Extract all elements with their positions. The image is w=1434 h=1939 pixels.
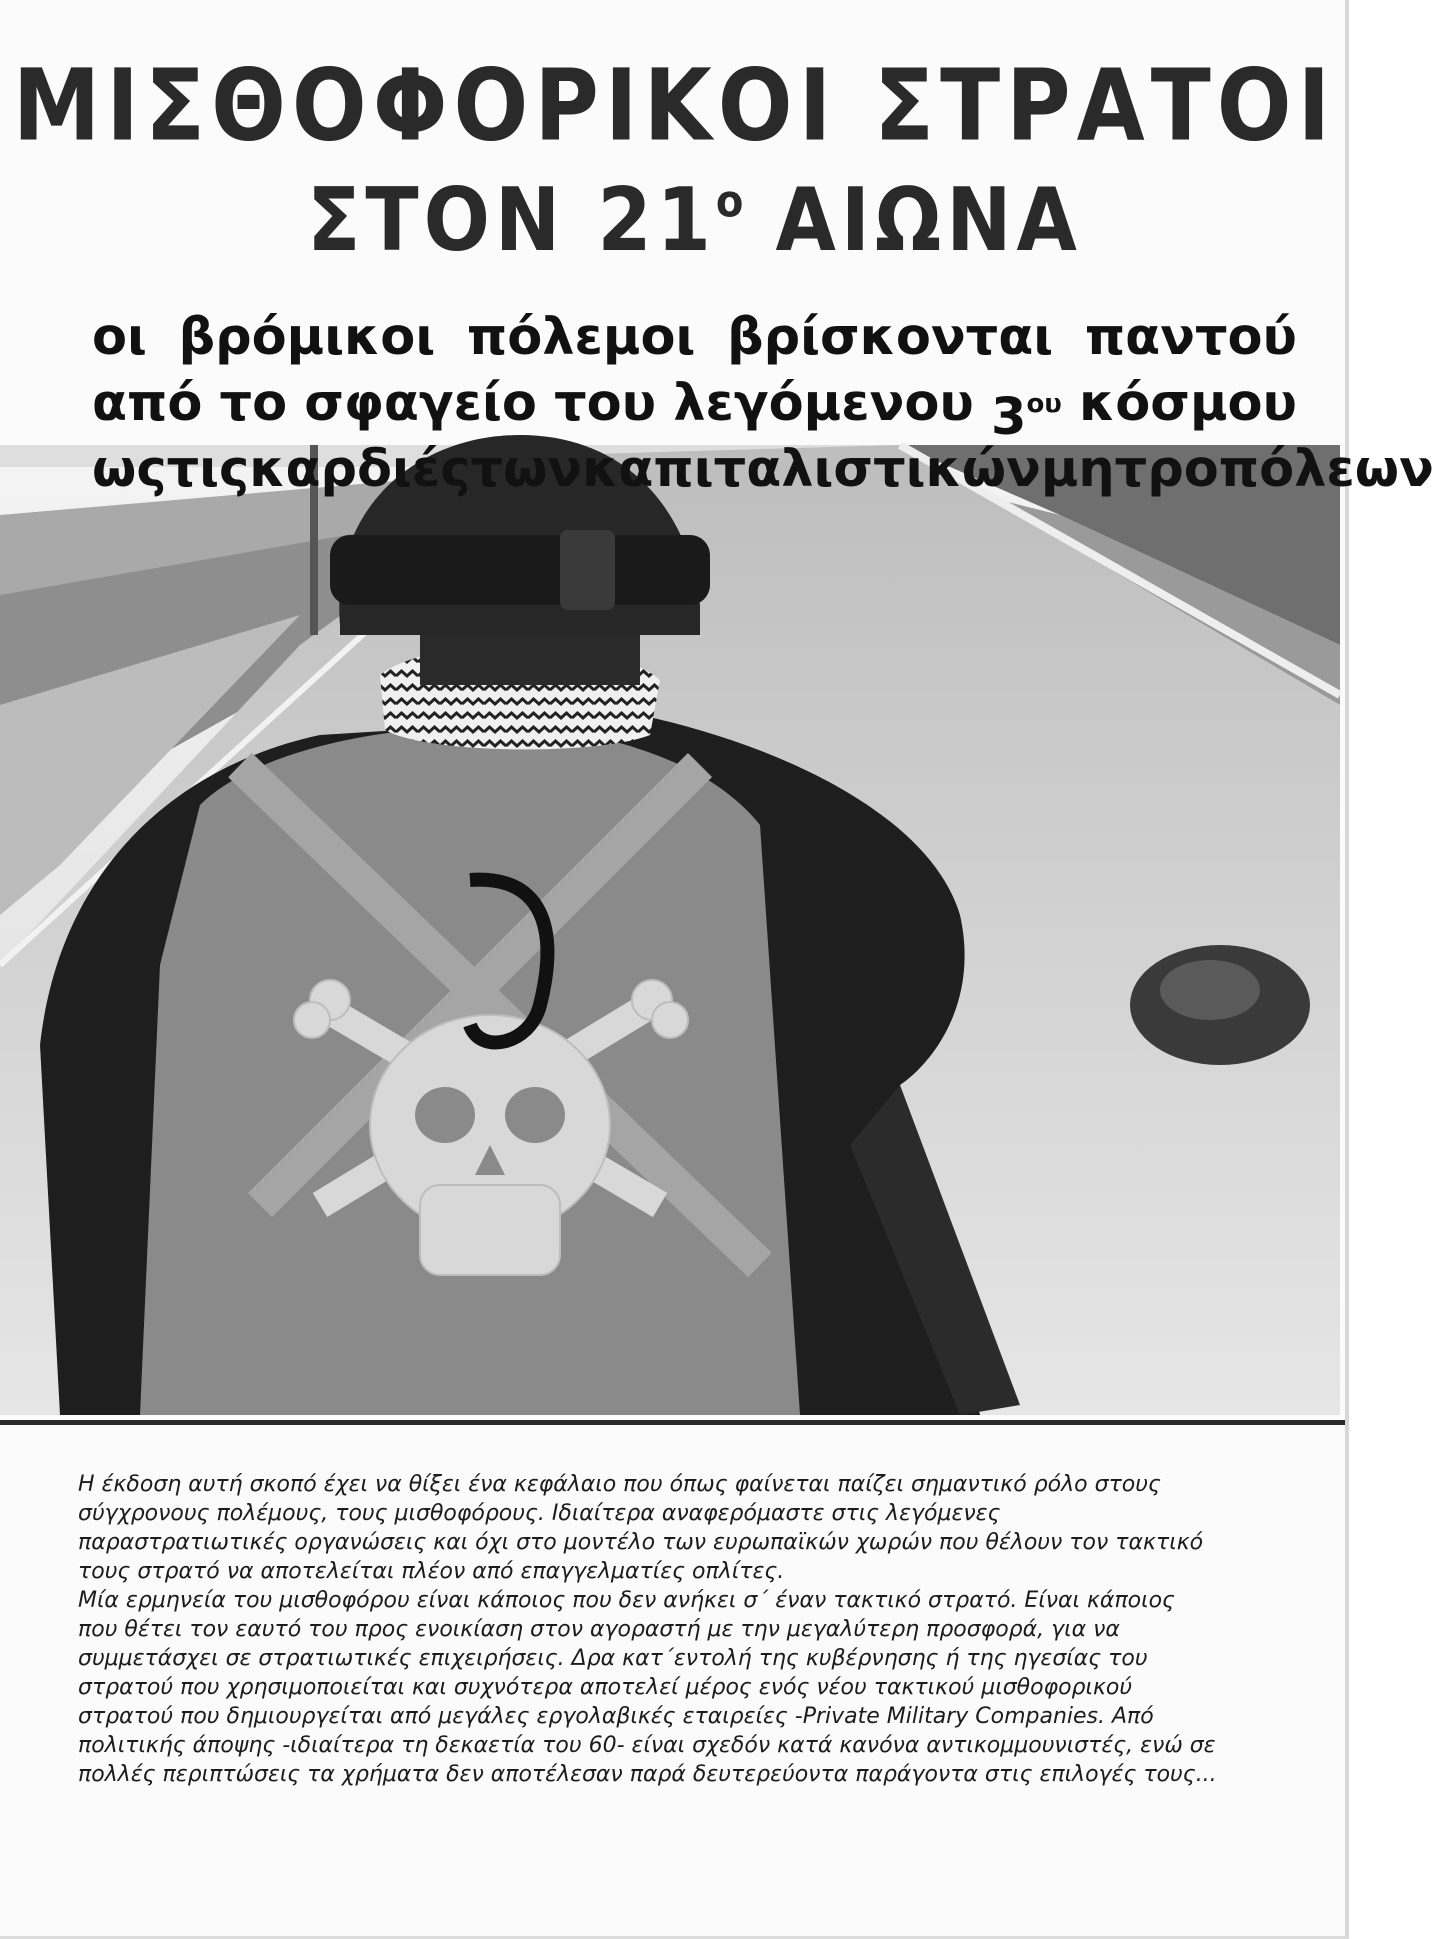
subtitle-word: βρόμικοι	[178, 308, 436, 367]
headline: ΜΙΣΘΟΦΟΡΙΚΟΙ ΣΤΡΑΤΟΙ	[12, 47, 1337, 164]
body-line: πολλές περιπτώσεις τα χρήματα δεν αποτέλεσαν παρά δευτερεύοντα παράγοντα στις επιλογές τους...	[78, 1762, 1217, 1787]
subtitle-word: 3	[990, 388, 1027, 447]
subtitle-word: πόλεμοι	[466, 308, 696, 367]
body-line: συμμετάσχει σε στρατιωτικές επιχειρήσεις. Δρα κατ΄εντολή της κυβέρνησης ή της ηγεσίας του	[78, 1646, 1148, 1671]
subtitle-line-1	[92, 305, 1297, 371]
headline-subline-sup: ο	[715, 176, 744, 228]
subtitle-word: τις	[166, 440, 250, 499]
soldier-photo	[0, 445, 1340, 1415]
subtitle-word: του	[554, 374, 657, 433]
subtitle	[92, 305, 1434, 503]
body-line: Η έκδοση αυτή σκοπό έχει να θίξει ένα κεφάλαιο που όπως φαίνεται παίζει σημαντικό ρόλο στους	[78, 1472, 1161, 1497]
body-line: που θέτει τον εαυτό του προς ενοικίαση στον αγοραστή με την μεγαλύτερη προσφορά, για να	[78, 1617, 1120, 1642]
headline-subline	[0, 170, 1349, 272]
subtitle-word: παντού	[1084, 308, 1297, 367]
body-line: παραστρατιωτικές οργανώσεις και όχι στο μοντέλο των ευρωπαϊκών χωρών που θέλουν τον τακτικό	[78, 1530, 1204, 1555]
subtitle-word: οι	[92, 308, 147, 367]
body-line: τους στρατό να αποτελείται πλέον από επαγγελματίες οπλίτες.	[78, 1559, 785, 1584]
subtitle-line-3	[92, 437, 1434, 503]
subtitle-word: λεγόμενου	[673, 374, 974, 433]
headline-subline-main: ΣΤΟΝ 21	[307, 170, 716, 272]
subtitle-line-2	[92, 371, 1297, 447]
body-line: σύγχρονους πολέμους, τους μισθοφόρους. Ιδιαίτερα αναφερόμαστε στις λεγόμενες	[78, 1501, 1001, 1526]
body-line: στρατού που δημιουργείται από μεγάλες εργολαβικές εταιρείες -Private Military Companies. Από	[78, 1704, 1154, 1729]
subtitle-word: μητροπόλεων	[1040, 440, 1434, 499]
subtitle-word: βρίσκονται	[727, 308, 1054, 367]
subtitle-ordinal	[990, 371, 1062, 447]
headline-subline-end: ΑΙΩΝΑ	[743, 170, 1082, 272]
body-line: στρατού που χρησιμοποιείται και συχνότερα αποτελεί μέρος ενός νέου τακτικού μισθοφορικού	[78, 1675, 1133, 1700]
subtitle-word: το	[219, 374, 288, 433]
subtitle-word: των	[470, 440, 583, 499]
subtitle-word: καρδιές	[249, 440, 471, 499]
body-text	[78, 1470, 1293, 1789]
body-line: πολιτικής άποψης -ιδιαίτερα τη δεκαετία του 60- είναι σχεδόν κατά κανόνα αντικομμουνιστές, ενώ σε	[78, 1733, 1216, 1758]
subtitle-word: σφαγείο	[304, 374, 537, 433]
subtitle-word: καπιταλιστικών	[582, 440, 1041, 499]
subtitle-word: από	[92, 374, 203, 433]
subtitle-ordinal-sup: ου	[1026, 389, 1062, 419]
body-line: Μία ερμηνεία του μισθοφόρου είναι κάποιος που δεν ανήκει σ΄ έναν τακτικό στρατό. Είναι κάποιος	[78, 1588, 1175, 1613]
subtitle-word: ως	[92, 440, 167, 499]
divider-rule	[0, 1420, 1345, 1425]
subtitle-word: κόσμου	[1078, 374, 1297, 433]
